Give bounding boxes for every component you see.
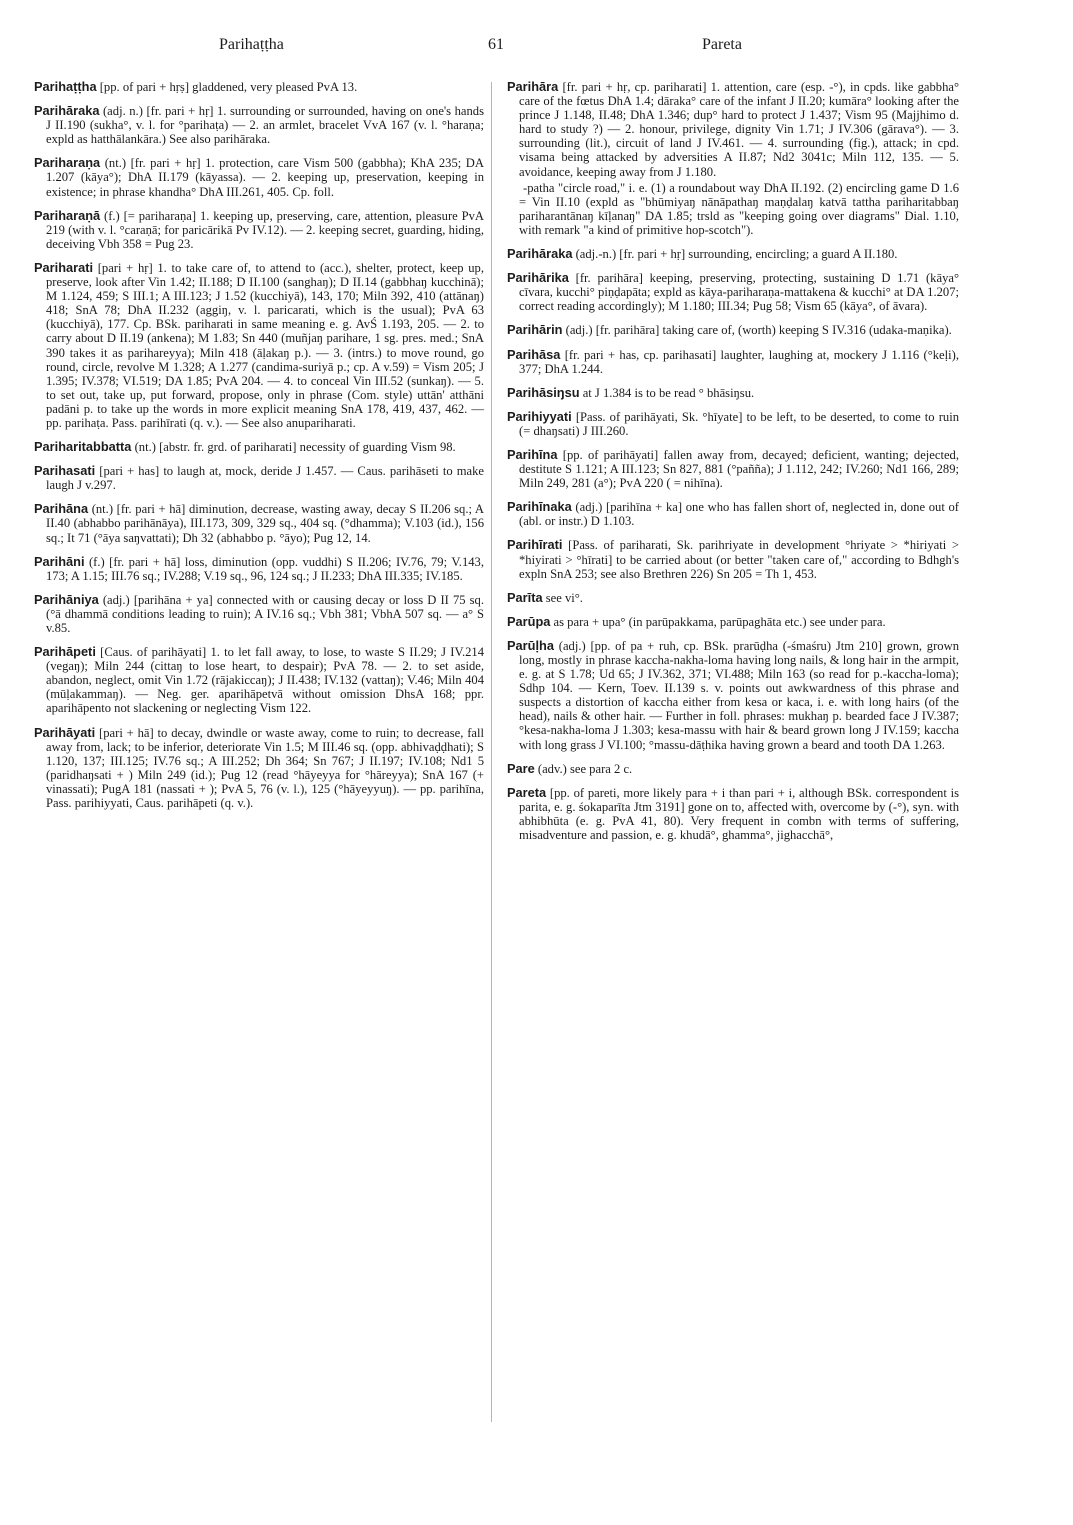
entry-definition: (adj. n.) [fr. pari + hṛ] 1. surrounding or surrounded, having on one's hands J II.190 (sukha°, v. l. for °parihaṭa) — 2. an armlet, bracelet VvA 167 (v. l. °haraṇa; expld as hatthālankāra.) See also parihāraka. bbox=[46, 104, 484, 147]
entry-definition: [pari + hā] to decay, dwindle or waste away, come to ruin; to decrease, fall away from, lack; to be inferior, deteriorate Vin 1.5; M III.46 sq. (opp. abhivaḍḍhati); S 1.120, 137; III.125; IV.76 sq.; A III.252; Dh 364; Sn 767; J II.197; IV.108; Nd1 5 (paridhaŋsati + ) Miln 249 (id.); Pug 12 (read °hāyeyya for °hāreyya); SnA 167 (+ vinassati); PugA 181 (nassati + ); PvA 5, 76 (v. l.), 125 (°hāyeyyuŋ). — pp. parihīna, Pass. parihiyyati, Caus. parihāpeti (q. v.). bbox=[46, 725, 484, 811]
entry-definition: [pp. of parihāyati] fallen away from, decayed; deficient, wanting; dejected, destitute S 1.121; A III.123; Sn 827, 881 (°pañña); J 1.112, 242; IV.260; Nd1 166, 289; Miln 249, 281 (a°); PvA 220 ( = nihīna). bbox=[519, 447, 959, 491]
dictionary-entry bbox=[34, 440, 484, 454]
headword: Pariharitabbatta bbox=[34, 439, 132, 455]
headword: Parihīnaka bbox=[507, 499, 572, 515]
dictionary-entry bbox=[507, 348, 959, 376]
headword: Pariharaṇā bbox=[34, 207, 101, 223]
headword: Pare bbox=[507, 760, 535, 776]
dictionary-entry bbox=[507, 538, 959, 580]
dictionary-entry bbox=[507, 181, 959, 237]
headword: Parīta bbox=[507, 589, 543, 605]
header-left-guideword: Parihaṭṭha bbox=[219, 36, 284, 53]
dictionary-entry bbox=[34, 104, 484, 146]
dictionary-entry bbox=[507, 247, 959, 261]
entry-definition: (adj.-n.) [fr. pari + hṛ] surrounding, encircling; a guard A II.180. bbox=[572, 247, 898, 262]
entry-definition: (nt.) [abstr. fr. grd. of pariharati] necessity of guarding Vism 98. bbox=[131, 440, 456, 455]
entry-definition: (adj.) [pp. of pa + ruh, cp. BSk. prarūḍha (-śmaśru) Jtm 210] grown, grown long, mostly in phrase kaccha-nakha-loma having long nails, & long hair in the armpit, e. g. at S 1.78; Ud 65; J IV.362, 371; VI.488; Miln 163 (so read for p.-kaccha-loma); Sdhp 104. — Kern, Toev. II.139 s. v. points out awkwardness of this phrase and suspects a distortion of kaccha either from kesa or kaca, i. e. with long hairs (of the head), nails & other hair. — Further in foll. phrases: mukhaŋ p. bearded face J IV.387; °kesa-nakha-loma J 1.303; kesa-massu with hair & beard grown long J IV.159; kaccha with long grass J VI.100; °massu-dāṭhika having grown a beard and tooth DA 1.263. bbox=[519, 638, 959, 752]
headword: Parihāsa bbox=[507, 346, 561, 362]
entry-definition: (nt.) [fr. pari + hā] diminution, decrease, wasting away, decay S II.206 sq.; A II.40 (abhabbo parihānāya), III.173, 309, 329 sq., 404 sq. (°dhamma); V.103 (id.), 156 sq.; It 71 (°āya saŋvattati); Dh 32 (abhabbo p. °āyo); Pug 12, 14. bbox=[46, 502, 484, 545]
left-column bbox=[34, 80, 484, 820]
dictionary-entry bbox=[34, 209, 484, 251]
dictionary-entry bbox=[34, 80, 484, 94]
dictionary-entry bbox=[34, 645, 484, 715]
headword: Parihāniya bbox=[34, 591, 99, 607]
entry-definition: [fr. pari + hṛ, cp. pariharati] 1. attention, care (esp. -°), in cpds. like gabbha° care of the fœtus DhA 1.4; dāraka° care of the infant J II.20; kumāra° looking after the prince J 1.148, II.48; DhA 1.346; dup° hard to protect J 1.437; Vism 95 (Majjhimo d. hard to study ?) — 2. honour, privilege, dignity Vin 1.71; J IV.306 (gārava°). — 3. surrounding (lit.), circuit of land J IV.461. — 4. surrounding (fig.), attack; in cpd. visama being attacked by adversities A II.87; Nd2 3041c; Miln 112, 135. — 5. avoidance, keeping away from J 1.180. bbox=[519, 80, 959, 179]
dictionary-entry bbox=[507, 80, 959, 179]
dictionary-entry bbox=[507, 762, 959, 776]
dictionary-entry bbox=[34, 261, 484, 430]
dictionary-entry bbox=[507, 639, 959, 752]
dictionary-entry bbox=[34, 156, 484, 198]
entry-definition: -patha "circle road," i. e. (1) a roundabout way DhA II.192. (2) encircling game D 1.6 = Vin II.10 (expld as "bhūmiyaŋ nānāpathaŋ maṇḍalaŋ katvā tattha pariharitabbaŋ pariharantānaŋ kīḷanaŋ" DA 1.85; trsld as "keeping going over diagrams" Dial. 1.10, with remark "a kind of primitive hop-scotch"). bbox=[519, 180, 959, 237]
headword: Parūḷha bbox=[507, 637, 554, 653]
headword: Parihāni bbox=[34, 553, 85, 569]
entry-definition: [fr. pari + has, cp. parihasati] laughter, laughing at, mockery J 1.116 (°keḷi), 377; DhA 1.244. bbox=[519, 347, 959, 376]
headword: Parihāraka bbox=[507, 246, 573, 262]
entry-definition: (adj.) [parihīna + ka] one who has fallen short of, neglected in, done out of (abl. or instr.) D 1.103. bbox=[519, 500, 959, 529]
entry-definition: (adj.) [parihāna + ya] connected with or causing decay or loss D II 75 sq. (°ā dhammā conditions leading to ruin); A IV.16 sq.; Vbh 381; VbhA 507 sq. — a° S v.85. bbox=[46, 592, 484, 635]
headword: Parihīrati bbox=[507, 537, 563, 553]
headword: Parihāra bbox=[507, 79, 559, 94]
entry-definition: (adj.) [fr. parihāra] taking care of, (worth) keeping S IV.316 (udaka-maṇika). bbox=[562, 323, 952, 338]
dictionary-entry bbox=[507, 271, 959, 313]
headword: Parihāna bbox=[34, 501, 89, 517]
dictionary-entry bbox=[34, 593, 484, 635]
entry-definition: (f.) [= pariharaṇa] 1. keeping up, preserving, care, attention, pleasure PvA 219 (with v. l. °caraṇā; for paricārikā Pv IV.12). — 2. keeping secret, guarding, hiding, deceiving Vbh 358 = Pug 23. bbox=[46, 208, 484, 251]
entry-definition: [pp. of pari + hṛṣ] gladdened, very pleased PvA 13. bbox=[96, 80, 358, 94]
dictionary-entry bbox=[507, 615, 959, 629]
dictionary-entry bbox=[507, 591, 959, 605]
right-column bbox=[507, 80, 959, 852]
dictionary-entry bbox=[507, 786, 959, 842]
dictionary-entry bbox=[507, 500, 959, 528]
headword: Parihāpeti bbox=[34, 644, 96, 660]
dictionary-entry bbox=[507, 448, 959, 490]
entry-definition: [Pass. of pariharati, Sk. parihriyate in development °hriyate > *hiriyati > *hiyirati > °hīrati] to be carried about (or better "taken care of," according to Bdhgh's expln SnA 253; see also Brethren 226) Sn 205 = Th 1, 453. bbox=[519, 538, 959, 581]
headword: Pariharati bbox=[34, 259, 94, 275]
dictionary-entry bbox=[34, 502, 484, 544]
column-divider bbox=[491, 82, 492, 1422]
headword: Pariharaṇa bbox=[34, 155, 101, 171]
headword: Pareta bbox=[507, 784, 547, 800]
dictionary-entry bbox=[34, 726, 484, 811]
entry-definition: at J 1.384 is to be read ° bhāsiŋsu. bbox=[579, 385, 755, 400]
headword: Parihāsiŋsu bbox=[507, 384, 580, 400]
headword: Parihīna bbox=[507, 446, 558, 462]
headword: Parūpa bbox=[507, 613, 551, 629]
entry-definition: [pp. of pareti, more likely para + i than pari + i, although BSk. correspondent is parita, e. g. śokaparīta Jtm 3191] gone on to, affected with, overcome by (-°), syn. with abhibhūta (e. g. PvA 41, 80). Very frequent in combn with terms of suffering, misadventure and passion, e. g. khudā°, ghamma°, jighacchā°, bbox=[519, 785, 959, 843]
dictionary-entry bbox=[507, 386, 959, 400]
headword: Parihāyati bbox=[34, 724, 96, 740]
entry-definition: [pari + hṛ] 1. to take care of, to attend to (acc.), shelter, protect, keep up, preserve, look after Vin 1.42; II.188; D II.100 (sanghaŋ); D II.14 (gabbhaŋ kucchinā); M 1.124, 459; S III.1; A III.123; J 1.52 (kucchiyā), 143, 170; Miln 392, 410 (attānaŋ) 418; SnA 78; DhA II.232 (aggiŋ, v. l. paricarati, which is the usual); PvA 63 (kucchiyā), 177. Cp. BSk. pariharati in same meaning e. g. AvŚ 1.193, 205. — 2. to carry about D II.19 (ankena); M 1.83; Sn 440 (muñjaŋ parihare, 1 sg. pres. med.; SnA 390 takes it as parihareyya); Miln 418 (āḷakaŋ p.). — 3. (intrs.) to move round, go round, circle, revolve M 1.328; A 1.277 (candima-suriyā p.; cp. A v.59) = Vism 205; J 1.395; IV.378; VI.519; DA 1.85; PvA 204. — 4. to conceal Vin III.52 (sunkaŋ). — 5. to set out, take up, put forward, propose, only in phrase (Com. style) uttān' atthāni padāni p. to take up the words in more explicit meaning SnA 178, 419, 437, 462. — pp. parihaṭa. Pass. parihīrati (q. v.). — See also anupariharati. bbox=[46, 260, 484, 430]
headword: Parihāraka bbox=[34, 103, 100, 119]
dictionary-entry bbox=[34, 555, 484, 583]
headword: Parihārika bbox=[507, 270, 569, 286]
headword: Parihiyyati bbox=[507, 408, 572, 424]
entry-definition: [pari + has] to laugh at, mock, deride J 1.457. — Caus. parihāseti to make laugh J v.297. bbox=[46, 464, 484, 493]
dictionary-entry bbox=[507, 410, 959, 438]
headword: Parihārin bbox=[507, 322, 563, 338]
entry-definition: see vi°. bbox=[542, 590, 583, 605]
entry-definition: (nt.) [fr. pari + hṛ] 1. protection, care Vism 500 (gabbha); KhA 235; DA 1.207 (kāya°); DhA II.179 (kāyassa). — 2. keeping up, preservation, keeping in existence; in phrase khandha° DhA III.261, 405. Cp. foll. bbox=[46, 156, 484, 199]
entry-definition: as para + upa° (in parūpakkama, parūpaghāta etc.) see under para. bbox=[550, 614, 886, 629]
dictionary-entry bbox=[34, 464, 484, 492]
entry-definition: [fr. parihāra] keeping, preserving, protecting, sustaining D 1.71 (kāya° cīvara, kucchi° piṇḍapāta; expld as kāya-pariharaṇa-mattakena & kucchi° at DA 1.207; correct reading accordingly); M 1.180; III.34; Pug 58; Vism 65 (kāya°, of āvara). bbox=[519, 271, 959, 314]
headword: Parihaṭṭha bbox=[34, 79, 97, 94]
page-header bbox=[34, 36, 1039, 60]
dictionary-entry bbox=[507, 323, 959, 337]
entry-definition: [Caus. of parihāyati] 1. to let fall away, to lose, to waste S II.29; J IV.214 (vegaŋ); Miln 244 (cittaŋ to lose heart, to despair); PvA 78. — 2. to set aside, abandon, neglect, omit Vin 1.72 (rājakiccaŋ); J II.438; IV.132 (vattaŋ); V.46; Miln 404 (mūḷakammaŋ). — Neg. ger. aparihāpetvā without omission DhsA 168; ppr. aparihāpento not slackening or neglecting Vism 122. bbox=[46, 645, 484, 716]
entry-definition: (adv.) see para 2 c. bbox=[534, 761, 633, 776]
entry-definition: (f.) [fr. pari + hā] loss, diminution (opp. vuddhi) S II.206; IV.76, 79; V.143, 173; A 1.15; III.76 sq.; IV.288; V.19 sq., 96, 124 sq.; J II.233; DhA III.335; IV.185. bbox=[46, 554, 484, 583]
header-right-guideword: Pareta bbox=[702, 36, 742, 53]
headword: Parihasati bbox=[34, 463, 96, 479]
entry-definition: [Pass. of parihāyati, Sk. °hīyate] to be left, to be deserted, to come to ruin (= dhaŋsati) J III.260. bbox=[519, 409, 959, 438]
page-number: 61 bbox=[488, 36, 504, 53]
